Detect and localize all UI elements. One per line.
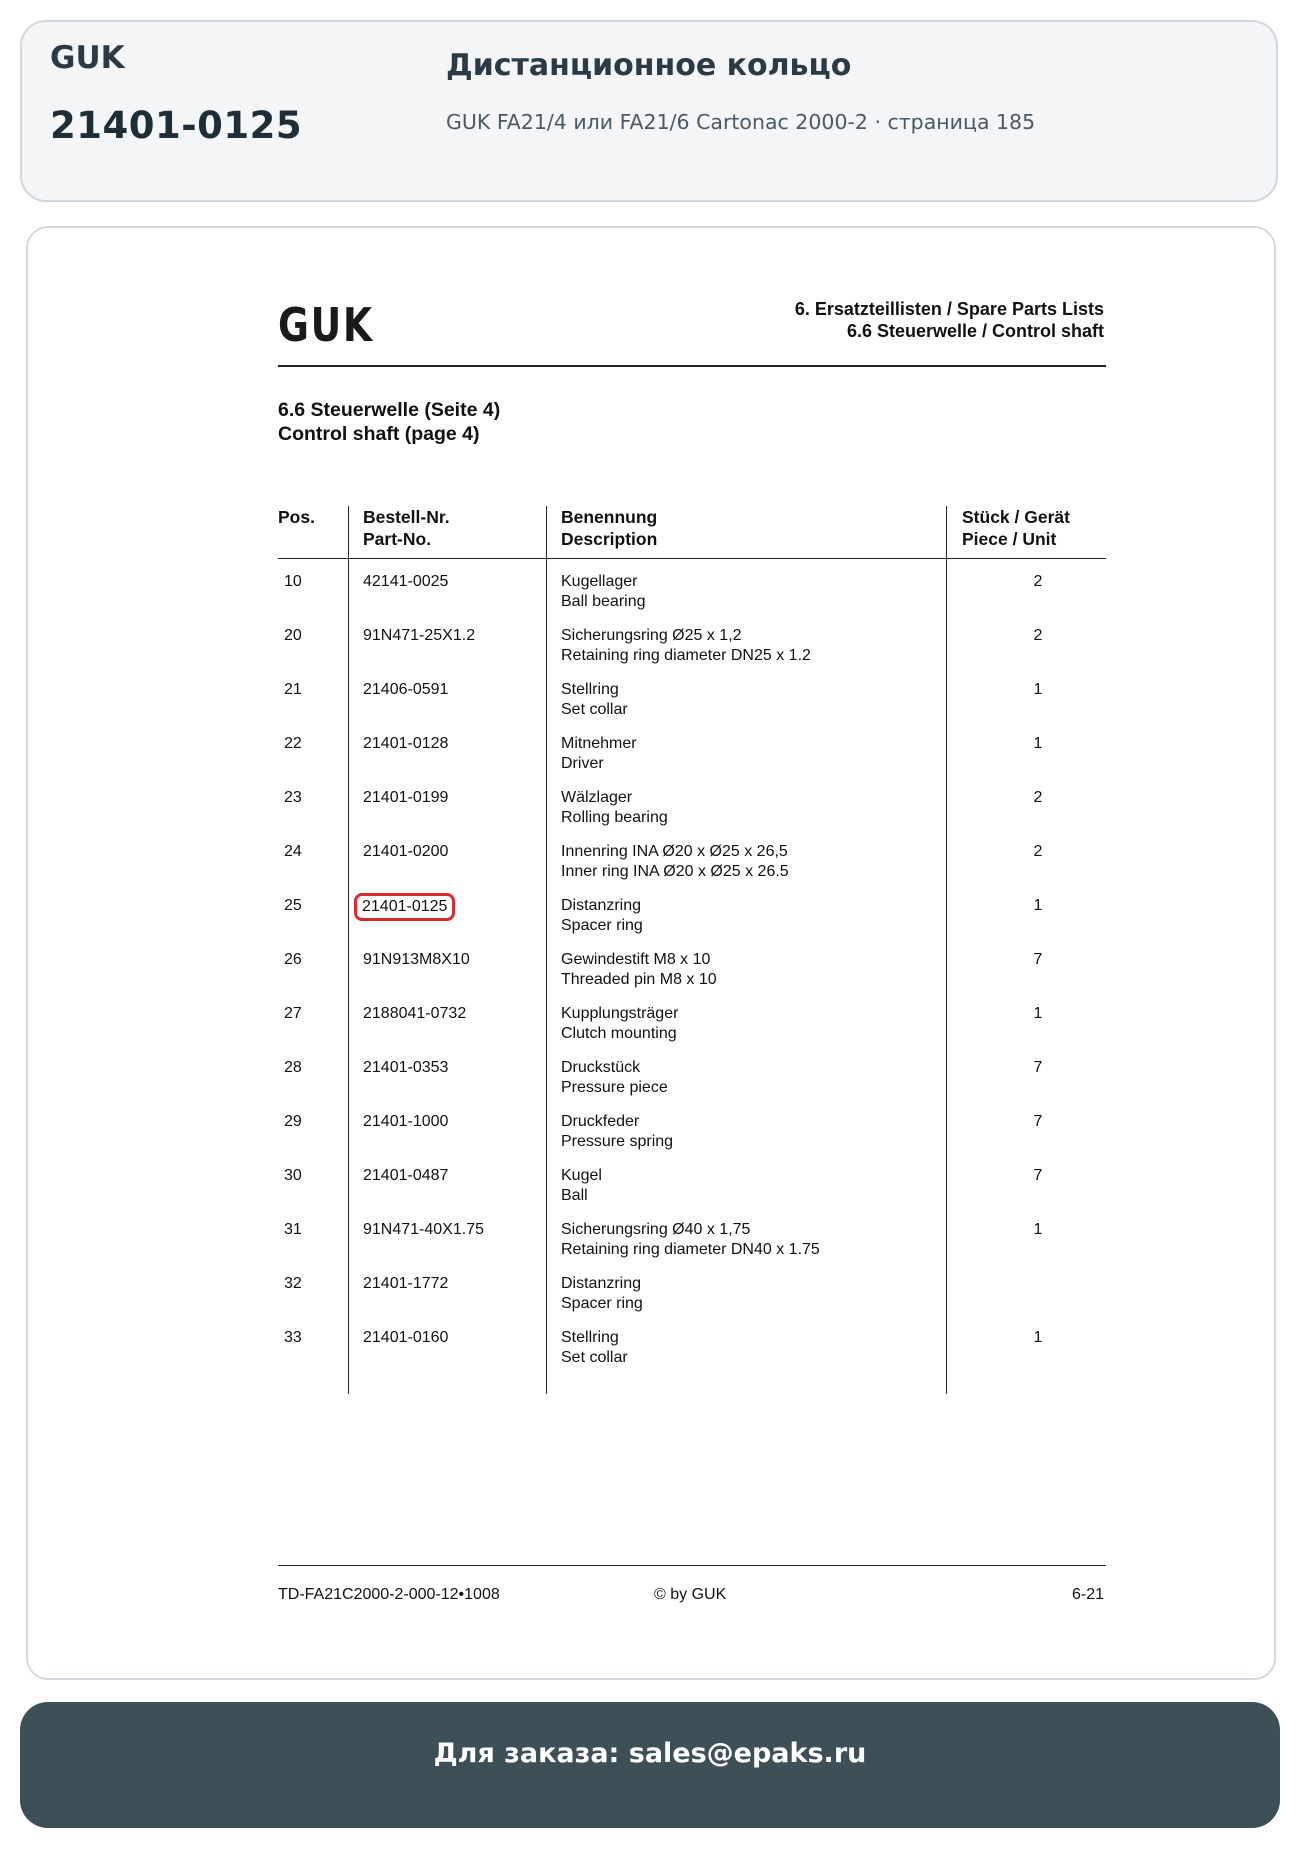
row-part-number: 21401-0353 [363,1059,449,1076]
row-description-de: Innenring INA Ø20 x Ø25 x 26,5 [561,843,788,860]
row-description [561,950,717,990]
table-row [278,842,1106,896]
row-part-number: 21406-0591 [363,681,449,698]
row-part-number: 21401-1000 [363,1113,449,1130]
row-description [561,1274,643,1314]
table-row [278,572,1106,626]
row-quantity: 7 [1033,1059,1043,1076]
row-pos: 28 [284,1059,302,1076]
row-description-en: Inner ring INA Ø20 x Ø25 x 26.5 [561,863,789,880]
row-description-de: Kupplungsträger [561,1005,679,1022]
row-description [561,626,811,666]
footer-copyright: © by GUK [654,1586,727,1603]
column-header-part-de: Bestell-Nr. [363,507,450,527]
row-description-de: Stellring [561,681,619,698]
row-description-de: Mitnehmer [561,735,637,752]
row-pos: 29 [284,1113,302,1130]
header-divider [278,365,1106,367]
row-description-en: Ball bearing [561,593,646,610]
row-description-en: Threaded pin M8 x 10 [561,971,717,988]
row-pos: 32 [284,1275,302,1292]
column-header-part [363,506,450,550]
row-description [561,1328,628,1368]
row-description-en: Clutch mounting [561,1025,677,1042]
row-quantity: 7 [1033,1167,1043,1184]
row-pos: 26 [284,951,302,968]
row-pos: 25 [284,897,302,914]
guk-logo: GUK [278,298,374,352]
column-header-desc-de: Benennung [561,507,658,527]
table-row [278,1328,1106,1382]
row-quantity: 2 [1033,573,1043,590]
row-description [561,1220,820,1260]
row-quantity: 1 [1033,897,1043,914]
page-title: Дистанционное кольцо [446,48,852,83]
row-part-number: 21401-0160 [363,1329,449,1346]
row-description-de: Druckfeder [561,1113,640,1130]
table-row [278,950,1106,1004]
row-description [561,1004,678,1044]
order-banner [20,1702,1280,1828]
footer-divider [278,1565,1106,1566]
row-pos: 22 [284,735,302,752]
parts-table-body [278,572,1106,1382]
table-row [278,734,1106,788]
row-description-en: Rolling bearing [561,809,668,826]
row-quantity: 7 [1033,1113,1043,1130]
footer-page-number: 6-21 [1071,1586,1104,1603]
table-row [278,680,1106,734]
row-quantity: 1 [1033,681,1043,698]
row-part-number: 2188041-0732 [363,1005,467,1022]
row-description-en: Ball [561,1187,588,1204]
row-description-en: Spacer ring [561,917,643,934]
column-header-qty-de: Stück / Gerät [962,507,1070,527]
row-description-de: Kugellager [561,573,638,590]
row-part-number: 91N913M8X10 [363,951,470,968]
order-contact[interactable]: Для заказа: sales@epaks.ru [433,1737,867,1769]
footer-doc-code: TD-FA21C2000-2-000-12•1008 [278,1586,500,1603]
row-description [561,734,637,774]
table-row [278,1058,1106,1112]
row-part-number: 91N471-40X1.75 [363,1221,484,1238]
table-row-highlighted [278,896,1106,950]
column-header-quantity [962,506,1070,550]
header-card [20,20,1278,202]
spare-parts-page [28,228,1274,1678]
row-description-en: Spacer ring [561,1295,643,1312]
row-part-number: 21401-0128 [363,735,449,752]
row-description-de: Stellring [561,1329,619,1346]
row-description [561,788,668,828]
row-part-number: 21401-0487 [363,1167,449,1184]
table-header-divider [278,558,1106,559]
row-part-number: 42141-0025 [363,573,449,590]
row-pos: 21 [284,681,302,698]
row-quantity: 7 [1033,951,1043,968]
row-description-de: Distanzring [561,1275,642,1292]
table-row [278,1004,1106,1058]
row-description-de: Kugel [561,1167,602,1184]
row-quantity: 2 [1033,843,1043,860]
highlighted-part-number: 21401-0125 [357,896,452,918]
row-description-en: Driver [561,755,604,772]
row-quantity: 1 [1033,1329,1043,1346]
row-quantity: 1 [1033,1005,1043,1022]
page-subtitle: GUK FA21/4 или FA21/6 Cartonac 2000-2 · страница 185 [446,110,1036,134]
row-description [561,572,646,612]
row-description-en: Retaining ring diameter DN25 x 1.2 [561,647,811,664]
row-quantity: 2 [1033,789,1043,806]
row-description-en: Retaining ring diameter DN40 x 1.75 [561,1241,820,1258]
section-title-de: 6.6 Steuerwelle (Seite 4) [278,399,501,421]
document-header [795,298,1104,342]
row-description-en: Pressure spring [561,1133,674,1150]
row-description [561,1112,673,1152]
row-description [561,842,789,882]
row-description-de: Distanzring [561,897,642,914]
table-row [278,626,1106,680]
row-quantity: 1 [1033,1221,1043,1238]
section-title [278,398,500,446]
table-row [278,1220,1106,1274]
row-pos: 23 [284,789,302,806]
row-part-number: 91N471-25X1.2 [363,627,476,644]
document-preview [26,226,1276,1680]
row-part-number: 21401-0200 [363,843,449,860]
row-description-de: Wälzlager [561,789,633,806]
column-header-part-en: Part-No. [363,529,432,549]
column-header-pos: Pos. [278,507,315,527]
brand-name: GUK [50,40,125,76]
row-description [561,680,628,720]
row-part-number: 21401-1772 [363,1275,449,1292]
table-row [278,1166,1106,1220]
row-description-en: Pressure piece [561,1079,668,1096]
document-header-line2: 6.6 Steuerwelle / Control shaft [846,321,1104,341]
row-description [561,1058,668,1098]
row-pos: 24 [284,843,302,860]
section-title-en: Control shaft (page 4) [278,423,480,445]
row-pos: 30 [284,1167,302,1184]
row-description [561,896,643,936]
row-description-de: Sicherungsring Ø25 x 1,2 [561,627,742,644]
row-pos: 20 [284,627,302,644]
row-quantity: 1 [1033,735,1043,752]
row-quantity: 2 [1033,627,1043,644]
row-description-de: Druckstück [561,1059,641,1076]
row-pos: 10 [284,573,302,590]
row-part-number: 21401-0199 [363,789,449,806]
column-header-description [561,506,657,550]
row-pos: 27 [284,1005,302,1022]
column-header-qty-en: Piece / Unit [962,529,1057,549]
row-pos: 31 [284,1221,302,1238]
table-row [278,1112,1106,1166]
part-number: 21401-0125 [50,104,303,147]
row-description-de: Gewindestift M8 x 10 [561,951,711,968]
row-description-en: Set collar [561,1349,628,1366]
row-description-de: Sicherungsring Ø40 x 1,75 [561,1221,751,1238]
document-header-line1: 6. Ersatzteillisten / Spare Parts Lists [794,299,1104,319]
row-description-en: Set collar [561,701,628,718]
table-row [278,1274,1106,1328]
row-pos: 33 [284,1329,302,1346]
column-header-desc-en: Description [561,529,658,549]
table-row [278,788,1106,842]
row-description [561,1166,602,1206]
